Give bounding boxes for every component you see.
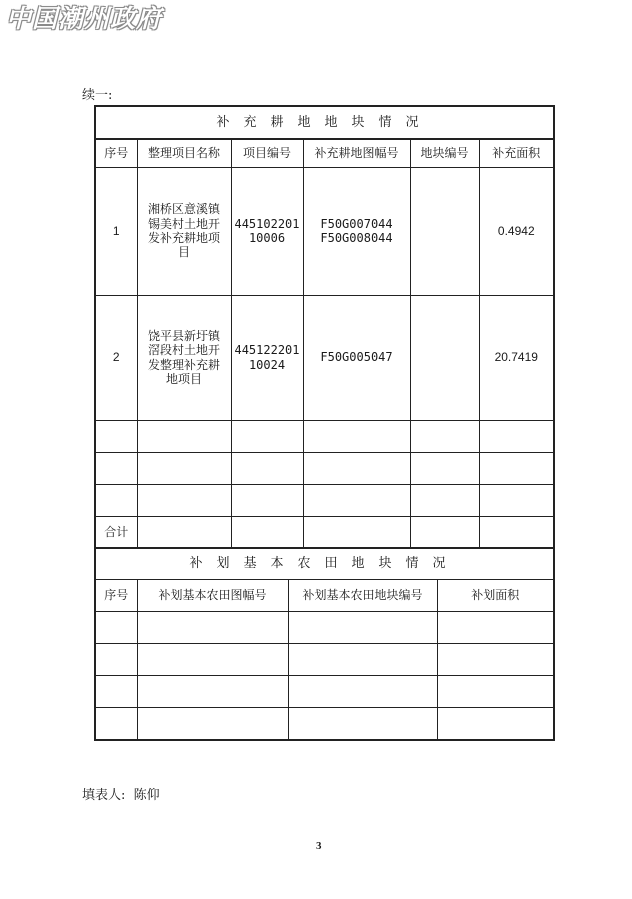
empty-row (95, 420, 554, 452)
filler-name: 陈仰 (133, 788, 160, 803)
col-header-project-id: 项目编号 (231, 139, 303, 167)
col-header-no: 序号 (95, 580, 137, 612)
block-id-cell (410, 167, 479, 295)
watermark-logo: 中国潮州政府 (6, 4, 163, 33)
table-row (95, 295, 554, 420)
col-header-project-name: 整理项目名称 (137, 139, 231, 167)
row-number: 2 (95, 295, 137, 420)
project-id-cell: 445122201 10024 (231, 295, 303, 420)
form-filler (82, 784, 160, 803)
map-sheet-cell: F50G007044 F50G008044 (303, 167, 410, 295)
project-name-cell: 湘桥区意溪镇 锡美村土地开 发补充耕地项 目 (137, 167, 231, 295)
total-label: 合计 (95, 516, 137, 548)
col-header-map-sheet: 补划基本农田图幅号 (137, 580, 288, 612)
empty-row (95, 452, 554, 484)
empty-row (95, 612, 554, 644)
empty-row (95, 708, 554, 740)
empty-row (95, 676, 554, 708)
col-header-area: 补充面积 (479, 139, 554, 167)
supplementary-farmland-table (94, 105, 555, 549)
section-title-farmland: 补充耕地地块情况 (95, 106, 554, 139)
project-id-cell: 445102201 10006 (231, 167, 303, 295)
row-number: 1 (95, 167, 137, 295)
col-header-map-sheet: 补充耕地图幅号 (303, 139, 410, 167)
page-number: 3 (316, 840, 322, 852)
col-header-area: 补划面积 (437, 580, 554, 612)
filler-label: 填表人: (82, 788, 126, 803)
table-row (95, 167, 554, 295)
continuation-label: 续一: (82, 88, 113, 103)
col-header-block-id: 地块编号 (410, 139, 479, 167)
area-cell: 20.7419 (479, 295, 554, 420)
section-title-basic-farmland: 补划基本农田地块情况 (95, 548, 554, 580)
block-id-cell (410, 295, 479, 420)
empty-row (95, 484, 554, 516)
area-cell: 0.4942 (479, 167, 554, 295)
total-row (95, 516, 554, 548)
col-header-block-id: 补划基本农田地块编号 (288, 580, 437, 612)
project-name-cell: 饶平县新圩镇 滘段村土地开 发整理补充耕 地项目 (137, 295, 231, 420)
empty-row (95, 644, 554, 676)
map-sheet-cell: F50G005047 (303, 295, 410, 420)
col-header-no: 序号 (95, 139, 137, 167)
basic-farmland-table (94, 547, 555, 741)
